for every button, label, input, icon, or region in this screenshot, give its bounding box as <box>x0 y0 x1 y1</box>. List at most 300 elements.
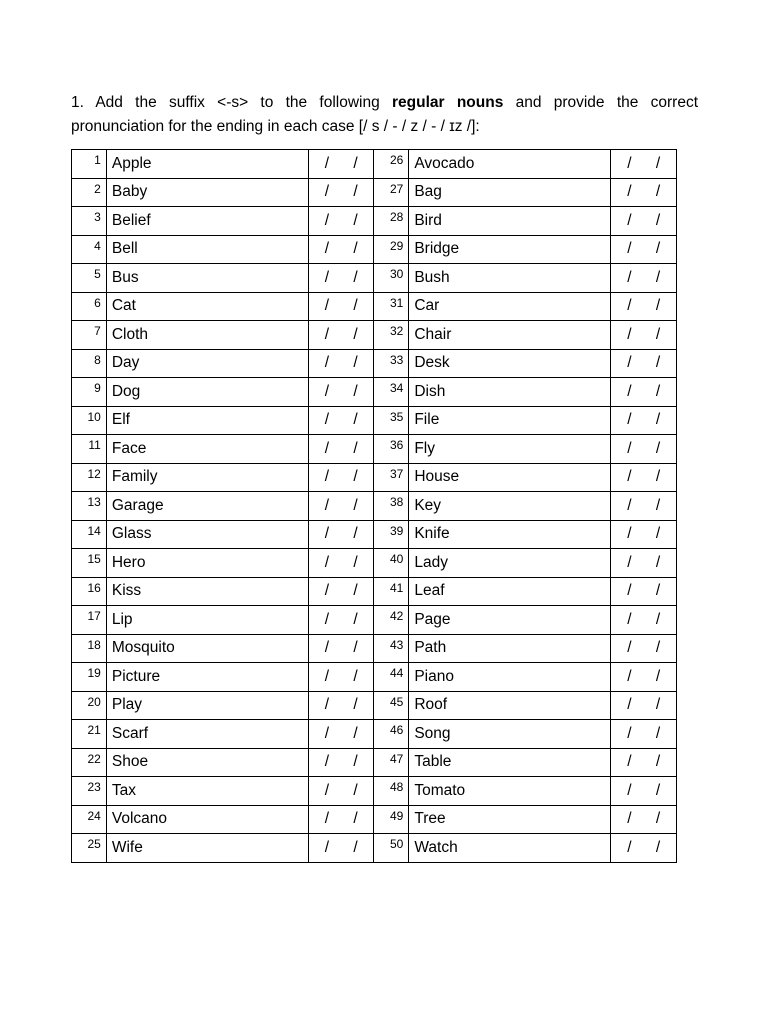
noun-number <box>374 634 409 663</box>
noun-number <box>72 720 107 749</box>
pronunciation-slot[interactable] <box>611 520 677 549</box>
noun-word-text: Tomato <box>414 781 466 799</box>
pronunciation-slot-text: / / <box>627 610 661 628</box>
pronunciation-slot[interactable] <box>308 520 374 549</box>
pronunciation-slot[interactable] <box>308 577 374 606</box>
pronunciation-slot[interactable] <box>611 663 677 692</box>
noun-word-text: Key <box>414 496 442 514</box>
noun-number <box>72 492 107 521</box>
pronunciation-slot[interactable] <box>308 691 374 720</box>
noun-number-text: 32 <box>389 324 404 338</box>
noun-number-text: 9 <box>94 381 101 395</box>
noun-word <box>106 207 308 236</box>
pronunciation-slot[interactable] <box>308 805 374 834</box>
noun-number <box>72 834 107 863</box>
pronunciation-slot-text: / / <box>627 439 661 457</box>
pronunciation-slot-text: / / <box>627 553 661 571</box>
pronunciation-slot-text: / / <box>324 211 358 229</box>
pronunciation-slot-text: / / <box>324 354 358 372</box>
noun-number-text: 22 <box>87 751 101 766</box>
noun-word <box>106 805 308 834</box>
pronunciation-slot-text: / / <box>324 753 358 771</box>
noun-number <box>72 577 107 606</box>
noun-number-text: 31 <box>389 295 404 310</box>
pronunciation-slot[interactable] <box>611 378 677 407</box>
noun-word-text: Watch <box>414 838 458 856</box>
noun-word-text: Leaf <box>414 582 445 600</box>
pronunciation-slot-text: / / <box>627 325 661 343</box>
pronunciation-slot-text: / / <box>627 724 661 742</box>
noun-number <box>374 748 409 777</box>
table-row <box>72 406 677 435</box>
noun-number <box>374 463 409 492</box>
noun-word-text: Car <box>414 297 440 315</box>
noun-number <box>374 663 409 692</box>
pronunciation-slot-text: / / <box>627 297 661 315</box>
noun-word-text: Scarf <box>111 724 149 742</box>
pronunciation-slot[interactable] <box>611 834 677 863</box>
table-row <box>72 178 677 207</box>
noun-word-text: Mosquito <box>111 639 175 657</box>
pronunciation-slot[interactable] <box>611 720 677 749</box>
noun-number <box>72 292 107 321</box>
table-row <box>72 264 677 293</box>
noun-number <box>72 805 107 834</box>
pronunciation-slot-text: / / <box>324 268 358 286</box>
noun-number <box>374 378 409 407</box>
noun-number <box>374 435 409 464</box>
pronunciation-slot[interactable] <box>308 292 374 321</box>
pronunciation-slot[interactable] <box>611 349 677 378</box>
pronunciation-slot-text: / / <box>324 240 358 258</box>
noun-word-text: Glass <box>111 525 152 543</box>
noun-word <box>106 606 308 635</box>
noun-word-text: Bag <box>414 183 442 201</box>
noun-number <box>374 606 409 635</box>
nouns-table-body <box>72 150 677 863</box>
noun-word-text: Dish <box>414 382 446 400</box>
pronunciation-slot-text: / / <box>627 781 661 799</box>
pronunciation-slot[interactable] <box>611 435 677 464</box>
noun-word <box>106 634 308 663</box>
pronunciation-slot-text: / / <box>324 582 358 600</box>
noun-number-text: 17 <box>87 609 101 623</box>
noun-word <box>409 292 611 321</box>
pronunciation-slot[interactable] <box>308 406 374 435</box>
noun-word <box>106 834 308 863</box>
pronunciation-slot-text: / / <box>627 496 661 514</box>
noun-word-text: Tree <box>414 810 446 828</box>
noun-number <box>72 463 107 492</box>
pronunciation-slot-text: / / <box>324 610 358 628</box>
noun-number-text: 50 <box>389 837 404 851</box>
pronunciation-slot[interactable] <box>611 634 677 663</box>
pronunciation-slot-text: / / <box>627 240 661 258</box>
table-row <box>72 663 677 692</box>
noun-word-text: Song <box>414 724 451 742</box>
noun-number <box>374 577 409 606</box>
noun-number <box>374 805 409 834</box>
pronunciation-slot-text: / / <box>324 525 358 543</box>
pronunciation-slot[interactable] <box>308 720 374 749</box>
pronunciation-slot[interactable] <box>611 748 677 777</box>
table-row <box>72 691 677 720</box>
table-row <box>72 634 677 663</box>
noun-number-text: 41 <box>389 580 404 595</box>
pronunciation-slot[interactable] <box>611 577 677 606</box>
noun-number-text: 19 <box>87 666 101 680</box>
noun-number-text: 25 <box>87 837 101 851</box>
noun-word-text: Piano <box>414 667 454 685</box>
noun-word <box>409 492 611 521</box>
pronunciation-slot[interactable] <box>308 549 374 578</box>
pronunciation-slot-text: / / <box>324 382 358 400</box>
noun-word <box>106 349 308 378</box>
pronunciation-slot-text: / / <box>324 639 358 657</box>
noun-number-text: 3 <box>94 210 101 224</box>
pronunciation-slot-text: / / <box>627 525 661 543</box>
noun-number-text: 38 <box>389 495 404 509</box>
pronunciation-slot-text: / / <box>627 582 661 600</box>
noun-word <box>106 549 308 578</box>
noun-number-text: 42 <box>389 609 404 623</box>
noun-number-text: 4 <box>94 238 101 253</box>
noun-word <box>409 435 611 464</box>
pronunciation-slot-text: / / <box>324 696 358 714</box>
pronunciation-slot[interactable] <box>611 463 677 492</box>
noun-word-text: Shoe <box>111 753 149 771</box>
table-row <box>72 492 677 521</box>
pronunciation-slot-text: / / <box>324 183 358 201</box>
nouns-table <box>71 149 677 863</box>
pronunciation-slot[interactable] <box>611 321 677 350</box>
instructions-line-1 <box>71 91 698 115</box>
noun-word-text: Bush <box>414 268 450 286</box>
table-row <box>72 207 677 236</box>
noun-word-text: Roof <box>414 696 448 714</box>
noun-word <box>106 777 308 806</box>
noun-number-text: 11 <box>88 438 101 452</box>
noun-word <box>106 577 308 606</box>
table-row <box>72 805 677 834</box>
noun-word <box>106 378 308 407</box>
noun-number <box>72 207 107 236</box>
noun-number-text: 39 <box>389 523 404 538</box>
pronunciation-slot[interactable] <box>308 634 374 663</box>
pronunciation-slot-text: / / <box>324 325 358 343</box>
noun-word <box>409 150 611 179</box>
noun-number <box>72 321 107 350</box>
pronunciation-slot-text: / / <box>324 154 358 172</box>
pronunciation-slot-text: / / <box>324 411 358 429</box>
pronunciation-slot-text: / / <box>324 468 358 486</box>
noun-word-text: Chair <box>414 325 452 343</box>
noun-word <box>106 235 308 264</box>
pronunciation-slot-text: / / <box>324 553 358 571</box>
pronunciation-slot-text: / / <box>324 724 358 742</box>
noun-word-text: Avocado <box>414 154 475 172</box>
noun-number <box>72 520 107 549</box>
noun-number <box>72 178 107 207</box>
noun-number-text: 12 <box>87 466 101 481</box>
table-row <box>72 834 677 863</box>
pronunciation-slot-text: / / <box>324 297 358 315</box>
pronunciation-slot[interactable] <box>308 378 374 407</box>
noun-word <box>409 691 611 720</box>
table-row <box>72 748 677 777</box>
pronunciation-slot-text: / / <box>324 439 358 457</box>
noun-number <box>72 349 107 378</box>
noun-number <box>72 777 107 806</box>
noun-word-text: Knife <box>414 525 450 543</box>
pronunciation-slot[interactable] <box>611 264 677 293</box>
noun-word-text: Picture <box>111 667 161 685</box>
table-row <box>72 606 677 635</box>
noun-number-text: 37 <box>389 466 404 481</box>
table-row <box>72 150 677 179</box>
noun-word-text: Belief <box>111 211 151 229</box>
pronunciation-slot-text: / / <box>324 781 358 799</box>
noun-number-text: 16 <box>87 580 101 595</box>
pronunciation-slot[interactable] <box>611 207 677 236</box>
noun-number-text: 46 <box>389 723 404 737</box>
pronunciation-slot[interactable] <box>611 777 677 806</box>
table-row <box>72 235 677 264</box>
noun-word-text: Bus <box>111 268 139 286</box>
noun-word-text: Bell <box>111 240 138 258</box>
noun-word <box>106 520 308 549</box>
noun-number <box>72 634 107 663</box>
noun-number <box>72 378 107 407</box>
noun-number-text: 43 <box>389 637 404 652</box>
pronunciation-slot-text: / / <box>627 639 661 657</box>
pronunciation-slot[interactable] <box>308 321 374 350</box>
pronunciation-slot[interactable] <box>611 150 677 179</box>
noun-number-text: 20 <box>87 694 101 709</box>
pronunciation-slot[interactable] <box>308 178 374 207</box>
table-row <box>72 435 677 464</box>
noun-word-text: Lady <box>414 553 448 571</box>
noun-number-text: 21 <box>87 723 101 737</box>
noun-word-text: Garage <box>111 496 164 514</box>
noun-number-text: 18 <box>87 637 101 652</box>
noun-number-text: 27 <box>389 181 404 196</box>
pronunciation-slot[interactable] <box>308 349 374 378</box>
pronunciation-slot[interactable] <box>611 549 677 578</box>
noun-word <box>409 834 611 863</box>
noun-word <box>106 150 308 179</box>
table-row <box>72 349 677 378</box>
table-row <box>72 549 677 578</box>
pronunciation-slot-text: / / <box>627 753 661 771</box>
noun-word <box>106 435 308 464</box>
pronunciation-slot-text: / / <box>627 810 661 828</box>
table-row <box>72 777 677 806</box>
noun-number <box>72 606 107 635</box>
noun-number <box>374 321 409 350</box>
pronunciation-slot[interactable] <box>308 748 374 777</box>
noun-number-text: 26 <box>389 153 404 167</box>
noun-number <box>72 748 107 777</box>
noun-word <box>106 748 308 777</box>
pronunciation-slot-text: / / <box>324 810 358 828</box>
pronunciation-slot-text: / / <box>324 838 358 856</box>
noun-word-text: Table <box>414 753 452 771</box>
noun-number <box>374 207 409 236</box>
noun-number <box>72 663 107 692</box>
noun-word-text: House <box>414 468 460 486</box>
instructions-text-end: and provide the correct <box>503 94 698 111</box>
pronunciation-slot[interactable] <box>308 834 374 863</box>
noun-number <box>374 292 409 321</box>
noun-word <box>409 520 611 549</box>
noun-word <box>409 634 611 663</box>
pronunciation-slot[interactable] <box>611 235 677 264</box>
noun-number-text: 36 <box>389 438 404 452</box>
pronunciation-slot[interactable] <box>308 150 374 179</box>
pronunciation-slot[interactable] <box>308 777 374 806</box>
table-row <box>72 577 677 606</box>
noun-word <box>409 178 611 207</box>
noun-word-text: Face <box>111 439 147 457</box>
noun-number <box>374 406 409 435</box>
noun-number-text: 28 <box>389 210 404 224</box>
noun-word-text: Lip <box>111 610 133 628</box>
noun-word <box>409 606 611 635</box>
noun-number <box>374 235 409 264</box>
noun-number-text: 10 <box>87 409 101 424</box>
noun-word <box>106 492 308 521</box>
noun-number-text: 24 <box>87 808 101 823</box>
noun-word <box>409 207 611 236</box>
instructions-bold-term: regular nouns <box>392 94 504 111</box>
noun-word-text: Tax <box>111 781 136 799</box>
pronunciation-slot-text: / / <box>627 468 661 486</box>
pronunciation-slot[interactable] <box>611 606 677 635</box>
noun-number-text: 8 <box>94 352 101 367</box>
pronunciation-slot[interactable] <box>611 805 677 834</box>
noun-word-text: Kiss <box>111 582 142 600</box>
noun-number <box>374 549 409 578</box>
noun-word <box>106 720 308 749</box>
noun-number-text: 5 <box>94 267 101 281</box>
noun-word-text: Bridge <box>414 240 460 258</box>
noun-word <box>409 264 611 293</box>
noun-number-text: 30 <box>389 267 404 281</box>
noun-word <box>106 663 308 692</box>
noun-word-text: Path <box>414 639 447 657</box>
noun-word <box>106 264 308 293</box>
pronunciation-slot[interactable] <box>308 606 374 635</box>
noun-word <box>409 549 611 578</box>
noun-word-text: Family <box>111 468 158 486</box>
noun-word-text: File <box>414 411 440 429</box>
pronunciation-slot[interactable] <box>611 691 677 720</box>
noun-word-text: Volcano <box>111 810 168 828</box>
noun-number-text: 29 <box>389 238 404 253</box>
noun-word-text: Bird <box>414 211 442 229</box>
pronunciation-slot[interactable] <box>308 235 374 264</box>
noun-number <box>374 150 409 179</box>
pronunciation-slot-text: / / <box>627 211 661 229</box>
noun-number-text: 6 <box>94 295 101 310</box>
noun-word-text: Desk <box>414 354 450 372</box>
pronunciation-slot-text: / / <box>627 696 661 714</box>
noun-number <box>72 150 107 179</box>
noun-word-text: Fly <box>414 439 436 457</box>
pronunciation-slot[interactable] <box>611 406 677 435</box>
noun-number <box>374 178 409 207</box>
noun-number-text: 45 <box>389 694 404 709</box>
noun-word <box>106 691 308 720</box>
noun-word-text: Wife <box>111 838 143 856</box>
noun-word-text: Cat <box>111 297 136 315</box>
pronunciation-slot[interactable] <box>308 207 374 236</box>
pronunciation-slot-text: / / <box>627 154 661 172</box>
noun-number-text: 48 <box>389 780 404 794</box>
noun-number-text: 2 <box>94 181 101 196</box>
noun-number <box>374 492 409 521</box>
noun-number-text: 23 <box>87 780 101 794</box>
noun-number-text: 35 <box>389 409 404 424</box>
pronunciation-slot-text: / / <box>627 183 661 201</box>
noun-number <box>72 406 107 435</box>
noun-word <box>409 805 611 834</box>
pronunciation-slot[interactable] <box>611 492 677 521</box>
noun-number-text: 7 <box>94 324 101 338</box>
noun-word <box>409 235 611 264</box>
noun-number-text: 34 <box>389 381 404 395</box>
pronunciation-slot-text: / / <box>627 382 661 400</box>
pronunciation-slot-text: / / <box>324 496 358 514</box>
noun-number-text: 14 <box>87 523 101 538</box>
instructions-line-2: pronunciation for the ending in each case [/ s / - / z / - / ɪz /]: <box>71 118 480 135</box>
noun-number <box>374 777 409 806</box>
pronunciation-slot[interactable] <box>308 663 374 692</box>
noun-word <box>409 777 611 806</box>
noun-number <box>374 349 409 378</box>
pronunciation-slot[interactable] <box>611 292 677 321</box>
pronunciation-slot[interactable] <box>611 178 677 207</box>
noun-number-text: 40 <box>389 552 404 566</box>
table-row <box>72 292 677 321</box>
noun-word <box>409 321 611 350</box>
pronunciation-slot[interactable] <box>308 492 374 521</box>
noun-word <box>409 663 611 692</box>
noun-number <box>374 720 409 749</box>
noun-number-text: 1 <box>94 153 101 167</box>
pronunciation-slot-text: / / <box>627 667 661 685</box>
pronunciation-slot[interactable] <box>308 435 374 464</box>
noun-number-text: 13 <box>87 495 101 509</box>
noun-word <box>409 577 611 606</box>
noun-word <box>106 321 308 350</box>
noun-word <box>409 748 611 777</box>
instructions-text: 1. Add the suffix <-s> to the following <box>71 94 393 111</box>
noun-number <box>374 691 409 720</box>
noun-word-text: Dog <box>111 382 141 400</box>
noun-word-text: Elf <box>111 411 130 429</box>
pronunciation-slot[interactable] <box>308 264 374 293</box>
pronunciation-slot-text: / / <box>324 667 358 685</box>
table-row <box>72 321 677 350</box>
noun-word <box>409 406 611 435</box>
noun-number-text: 44 <box>389 666 404 680</box>
noun-word <box>106 463 308 492</box>
table-row <box>72 463 677 492</box>
pronunciation-slot[interactable] <box>308 463 374 492</box>
noun-word-text: Page <box>414 610 451 628</box>
